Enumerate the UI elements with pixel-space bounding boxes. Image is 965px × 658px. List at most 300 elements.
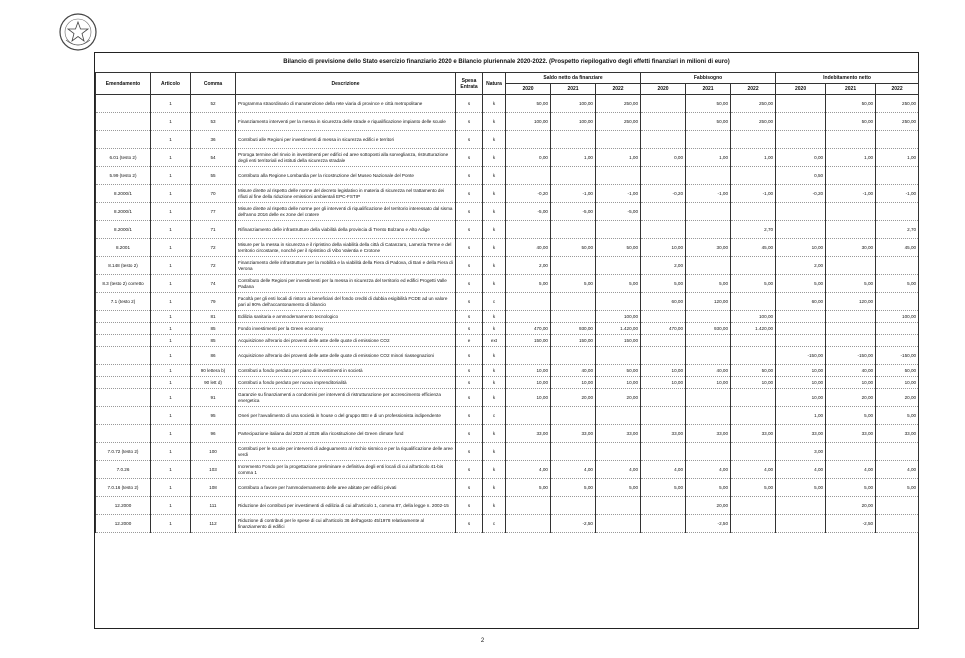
cell-value	[776, 203, 826, 221]
cell-value	[641, 347, 686, 365]
cell-natura: k	[483, 347, 506, 365]
cell-value	[641, 311, 686, 323]
cell-value: 3,00	[776, 443, 826, 461]
cell-descrizione: Riduzione dei contributi per investimenti di edilizia di cui all'articolo 1, comma 87, della legge n. 2002-15	[236, 497, 456, 515]
cell-value	[641, 167, 686, 185]
cell-descrizione: Contributi a fondo perduto per piano di investimenti in società	[236, 365, 456, 377]
cell-value: 5,00	[641, 275, 686, 293]
cell-value: 20,00	[826, 389, 876, 407]
cell-value: -1,00	[551, 185, 596, 203]
cell-value: 250,00	[876, 95, 919, 113]
cell-spesa-entrata: s	[456, 311, 483, 323]
table-row	[96, 131, 919, 149]
cell-value	[596, 167, 641, 185]
cell-value: 120,00	[826, 293, 876, 311]
cell-value: 5,00	[826, 275, 876, 293]
cell-value: 45,00	[876, 239, 919, 257]
cell-articolo: 1	[151, 185, 191, 203]
cell-articolo: 1	[151, 389, 191, 407]
cell-spesa-entrata: s	[456, 497, 483, 515]
cell-spesa-entrata: s	[456, 323, 483, 335]
header-spesa-entrata: Spesa Entrata	[456, 73, 483, 95]
cell-value: 1.420,00	[596, 323, 641, 335]
cell-value	[731, 293, 776, 311]
year-header: 2022	[596, 84, 641, 95]
table-row	[96, 275, 919, 293]
cell-articolo: 1	[151, 425, 191, 443]
cell-spesa-entrata: s	[456, 365, 483, 377]
cell-comma: 95	[191, 407, 236, 425]
cell-value: 100,00	[506, 113, 551, 131]
cell-value: 50,00	[686, 95, 731, 113]
cell-comma: 71	[191, 221, 236, 239]
cell-value: 60,00	[641, 293, 686, 311]
cell-spesa-entrata: s	[456, 221, 483, 239]
year-header: 2022	[731, 84, 776, 95]
cell-value: 50,00	[731, 365, 776, 377]
cell-value: 4,00	[776, 461, 826, 479]
cell-value: 20,00	[596, 389, 641, 407]
cell-spesa-entrata: s	[456, 275, 483, 293]
year-header: 2021	[826, 84, 876, 95]
cell-value: 250,00	[731, 95, 776, 113]
table-row	[96, 311, 919, 323]
cell-value	[506, 293, 551, 311]
cell-value: 5,00	[596, 275, 641, 293]
cell-emendamento: 8.2000/1	[96, 221, 151, 239]
cell-value: 50,00	[826, 113, 876, 131]
header-indebitamento: Indebitamento netto	[776, 73, 919, 84]
cell-spesa-entrata: s	[456, 389, 483, 407]
cell-descrizione: Riduzione di contributi per le spese di cui all'articolo 36 dell'agosto 45/1978 relativamente al finanziamento di edifici	[236, 515, 456, 533]
cell-value: 30,00	[686, 239, 731, 257]
cell-natura: k	[483, 167, 506, 185]
cell-value	[876, 323, 919, 335]
cell-comma: 85	[191, 323, 236, 335]
table-row	[96, 461, 919, 479]
cell-value: 0,00	[506, 149, 551, 167]
cell-value: 930,00	[551, 323, 596, 335]
cell-value: 40,00	[506, 239, 551, 257]
cell-natura: k	[483, 203, 506, 221]
cell-descrizione: Contributi a fondo perduto per nuova imprenditorialità	[236, 377, 456, 389]
cell-value: 150,00	[596, 335, 641, 347]
cell-value	[876, 515, 919, 533]
table-row	[96, 239, 919, 257]
cell-value: 5,00	[776, 479, 826, 497]
header-emendamento: Emendamento	[96, 73, 151, 95]
cell-value: 100,00	[551, 95, 596, 113]
cell-value: 1,00	[596, 149, 641, 167]
cell-spesa-entrata: s	[456, 347, 483, 365]
cell-value: 5,00	[506, 275, 551, 293]
cell-value	[596, 257, 641, 275]
cell-spesa-entrata: s	[456, 167, 483, 185]
cell-value: 10,00	[826, 377, 876, 389]
cell-value	[506, 407, 551, 425]
cell-spesa-entrata: s	[456, 377, 483, 389]
cell-natura: k	[483, 185, 506, 203]
cell-value	[876, 131, 919, 149]
cell-value: 4,00	[876, 461, 919, 479]
cell-natura: k	[483, 365, 506, 377]
cell-value	[776, 335, 826, 347]
cell-comma: 111	[191, 497, 236, 515]
document-title: Bilancio di previsione dello Stato esercizio finanziario 2020 e Bilancio pluriennale 2020-2022. (Prospetto riepilogativo degli effetti finanziari in milioni di euro)	[95, 53, 918, 73]
cell-value: 10,00	[876, 377, 919, 389]
cell-value: 5,00	[641, 479, 686, 497]
cell-value	[506, 497, 551, 515]
cell-comma: 36	[191, 131, 236, 149]
cell-descrizione: Finanziamento interventi per la messa in sicurezza delle strade e riqualificazione impianto delle scuole	[236, 113, 456, 131]
cell-value: 4,00	[506, 461, 551, 479]
cell-value: -0,20	[776, 185, 826, 203]
cell-spesa-entrata: s	[456, 443, 483, 461]
year-header: 2020	[776, 84, 826, 95]
cell-comma: 100	[191, 443, 236, 461]
cell-value: 150,00	[551, 335, 596, 347]
cell-value: 4,00	[826, 461, 876, 479]
cell-value	[876, 335, 919, 347]
table-row	[96, 257, 919, 275]
cell-value	[596, 293, 641, 311]
cell-articolo: 1	[151, 311, 191, 323]
cell-value	[506, 515, 551, 533]
cell-value: 50,00	[506, 95, 551, 113]
cell-emendamento: 7.0.26	[96, 461, 151, 479]
cell-value: 120,00	[686, 293, 731, 311]
cell-articolo: 1	[151, 443, 191, 461]
cell-value: 10,00	[641, 377, 686, 389]
cell-natura: k	[483, 323, 506, 335]
cell-emendamento: 8.3 (testo 2) corretto	[96, 275, 151, 293]
cell-value: 10,00	[506, 377, 551, 389]
cell-value: 250,00	[731, 113, 776, 131]
cell-comma: 79	[191, 293, 236, 311]
cell-spesa-entrata: s	[456, 131, 483, 149]
cell-descrizione: Oneri per l'avvalimento di una società in house o del gruppo BEI e di un professionista indipendente	[236, 407, 456, 425]
cell-descrizione: Misure dirette al rispetto delle norme per gli interventi di riqualificazione del territorio interessato dal sisma dell'anno 2016 delle ex zone del cratere	[236, 203, 456, 221]
header-articolo: Articolo	[151, 73, 191, 95]
cell-emendamento	[96, 407, 151, 425]
cell-value	[776, 221, 826, 239]
cell-value: 1.420,00	[731, 323, 776, 335]
cell-value: 60,00	[776, 293, 826, 311]
cell-value	[551, 167, 596, 185]
cell-spesa-entrata: s	[456, 515, 483, 533]
cell-articolo: 1	[151, 239, 191, 257]
cell-comma: 85	[191, 335, 236, 347]
cell-value: 4,00	[686, 461, 731, 479]
cell-descrizione: Misure per la messa in sicurezza e il ripristino della viabilità della città di Catanzaro, Lamezia Terme e del territorio circostante, nonché per il ripristino di Vibo Valentia e Crotone	[236, 239, 456, 257]
cell-descrizione: Contributo alla Regione Lombardia per la ricostruzione del Museo Nazionale del Ponte	[236, 167, 456, 185]
cell-value	[731, 167, 776, 185]
cell-value: 5,00	[686, 275, 731, 293]
report-frame	[94, 52, 919, 629]
cell-value: -0,20	[506, 185, 551, 203]
cell-natura: c	[483, 515, 506, 533]
year-header: 2020	[506, 84, 551, 95]
table-row	[96, 347, 919, 365]
cell-articolo: 1	[151, 323, 191, 335]
cell-emendamento: 7.1 (testo 2)	[96, 293, 151, 311]
cell-articolo: 1	[151, 365, 191, 377]
cell-natura: k	[483, 239, 506, 257]
cell-value	[876, 293, 919, 311]
cell-value: 10,00	[506, 365, 551, 377]
cell-value: 0,00	[776, 149, 826, 167]
cell-emendamento	[96, 113, 151, 131]
cell-value	[876, 167, 919, 185]
cell-emendamento: 6.01 (testo 2)	[96, 149, 151, 167]
cell-descrizione: Rifinanziamento delle infrastrutture della viabilità della provincia di Trento Bolzano e Alto Adige	[236, 221, 456, 239]
cell-value	[826, 131, 876, 149]
cell-value: 10,00	[776, 377, 826, 389]
cell-emendamento	[96, 131, 151, 149]
cell-value: 10,00	[686, 377, 731, 389]
cell-comma: 55	[191, 167, 236, 185]
cell-value	[776, 497, 826, 515]
cell-comma: 53	[191, 113, 236, 131]
cell-value	[826, 203, 876, 221]
cell-value: 33,00	[551, 425, 596, 443]
cell-value	[876, 257, 919, 275]
table-body	[96, 95, 919, 533]
cell-descrizione: Contributo a favore per l'ammodernamento delle aree abitate per edifici privati	[236, 479, 456, 497]
header-comma: Comma	[191, 73, 236, 95]
cell-descrizione: Garanzie su finanziamenti a condomini per interventi di ristrutturazione per accrescimento efficienza energetica	[236, 389, 456, 407]
cell-value	[731, 497, 776, 515]
table-row	[96, 221, 919, 239]
cell-value	[826, 257, 876, 275]
cell-value	[596, 131, 641, 149]
cell-value: 0,00	[641, 149, 686, 167]
cell-articolo: 1	[151, 95, 191, 113]
year-header: 2021	[686, 84, 731, 95]
table-row	[96, 443, 919, 461]
cell-value	[731, 389, 776, 407]
cell-natura: c	[483, 293, 506, 311]
cell-comma: 72	[191, 257, 236, 275]
table-row	[96, 203, 919, 221]
cell-value	[596, 497, 641, 515]
cell-value: -5,00	[596, 203, 641, 221]
cell-value	[826, 221, 876, 239]
cell-value	[641, 443, 686, 461]
cell-articolo: 1	[151, 167, 191, 185]
cell-value: 4,00	[596, 461, 641, 479]
cell-value	[776, 131, 826, 149]
cell-value: 2,00	[776, 257, 826, 275]
cell-value	[551, 131, 596, 149]
cell-value	[686, 335, 731, 347]
cell-natura: k	[483, 443, 506, 461]
cell-value	[641, 515, 686, 533]
cell-comma: 77	[191, 203, 236, 221]
cell-descrizione: Finanziamento delle infrastrutture per la mobilità e la viabilità della Fiera di Padova, di Bari e della Fiera di Verona	[236, 257, 456, 275]
cell-articolo: 1	[151, 347, 191, 365]
cell-natura: k	[483, 497, 506, 515]
table-row	[96, 515, 919, 533]
cell-emendamento: 5.99 (testo 2)	[96, 167, 151, 185]
cell-value	[551, 347, 596, 365]
cell-value: 33,00	[776, 425, 826, 443]
year-header: 2021	[551, 84, 596, 95]
cell-value: -2,50	[551, 515, 596, 533]
cell-spesa-entrata: s	[456, 425, 483, 443]
cell-comma: 52	[191, 95, 236, 113]
cell-spesa-entrata: s	[456, 407, 483, 425]
table-row	[96, 479, 919, 497]
cell-comma: 54	[191, 149, 236, 167]
cell-natura: k	[483, 275, 506, 293]
cell-descrizione: Partecipazione italiana dal 2020 al 2026 alla ricostituzione del Green climate fund	[236, 425, 456, 443]
cell-value	[686, 257, 731, 275]
cell-emendamento: 8.2001	[96, 239, 151, 257]
cell-natura: k	[483, 461, 506, 479]
cell-natura: k	[483, 257, 506, 275]
cell-value: 20,00	[826, 497, 876, 515]
cell-descrizione: Facoltà per gli enti locali di ristoro ai beneficiari del fondo crediti di dubbia esigibilità FCDE ad un valore pari al 90% dell'accantonamento di bilancio	[236, 293, 456, 311]
cell-value: 5,00	[686, 479, 731, 497]
cell-value: 5,00	[596, 479, 641, 497]
year-header: 2022	[876, 84, 919, 95]
cell-value: 33,00	[641, 425, 686, 443]
cell-value	[551, 497, 596, 515]
cell-value	[876, 203, 919, 221]
financial-effects-table	[95, 72, 919, 533]
cell-natura: k	[483, 221, 506, 239]
cell-value	[641, 203, 686, 221]
cell-value: 10,00	[776, 365, 826, 377]
cell-value: -2,50	[826, 515, 876, 533]
cell-value: 10,00	[776, 239, 826, 257]
cell-articolo: 1	[151, 407, 191, 425]
cell-value	[596, 221, 641, 239]
cell-value: -150,00	[776, 347, 826, 365]
cell-articolo: 1	[151, 131, 191, 149]
cell-value: 250,00	[596, 113, 641, 131]
cell-descrizione: Contributo delle Regioni per investimenti per la messa in sicurezza del territorio ed edifici Progetti Valle Padana	[236, 275, 456, 293]
table-row	[96, 167, 919, 185]
cell-value: 2,00	[506, 257, 551, 275]
cell-value	[686, 407, 731, 425]
cell-value: 33,00	[506, 425, 551, 443]
cell-natura: k	[483, 113, 506, 131]
cell-value: 40,00	[686, 365, 731, 377]
cell-value	[686, 131, 731, 149]
cell-value	[731, 335, 776, 347]
cell-descrizione: Contributi alle Regioni per investimenti di messa in sicurezza edifici e territori	[236, 131, 456, 149]
cell-value	[686, 311, 731, 323]
table-row	[96, 497, 919, 515]
cell-spesa-entrata: s	[456, 203, 483, 221]
cell-value: 10,00	[641, 365, 686, 377]
cell-spesa-entrata: s	[456, 239, 483, 257]
cell-value	[776, 311, 826, 323]
cell-value: 100,00	[731, 311, 776, 323]
cell-descrizione: Acquisizione all'erario dei proventi delle aste delle quote di emissione CO2	[236, 335, 456, 347]
cell-value: 20,00	[551, 389, 596, 407]
cell-natura: ext	[483, 335, 506, 347]
cell-value: 1,00	[826, 149, 876, 167]
cell-spesa-entrata: s	[456, 293, 483, 311]
cell-comma: 108	[191, 479, 236, 497]
cell-value	[506, 347, 551, 365]
cell-articolo: 1	[151, 275, 191, 293]
cell-articolo: 1	[151, 149, 191, 167]
cell-value: 1,00	[776, 407, 826, 425]
cell-value: 930,00	[686, 323, 731, 335]
cell-descrizione: Edilizia sanitaria e ammodernamento tecnologico	[236, 311, 456, 323]
cell-value: 5,00	[876, 407, 919, 425]
cell-comma: 72	[191, 239, 236, 257]
cell-articolo: 1	[151, 497, 191, 515]
cell-spesa-entrata: s	[456, 257, 483, 275]
cell-value: 10,00	[776, 389, 826, 407]
cell-value	[731, 407, 776, 425]
cell-articolo: 1	[151, 335, 191, 347]
cell-spesa-entrata: s	[456, 113, 483, 131]
cell-descrizione: Contributi per le scuole per interventi di adeguamento al rischio sismico e per la riqualificazione delle aree verdi	[236, 443, 456, 461]
cell-value	[596, 407, 641, 425]
cell-value: 4,00	[641, 461, 686, 479]
cell-value: 5,00	[506, 479, 551, 497]
cell-value: 45,00	[731, 239, 776, 257]
cell-value: 10,00	[641, 239, 686, 257]
cell-articolo: 1	[151, 221, 191, 239]
cell-articolo: 1	[151, 479, 191, 497]
cell-comma: 103	[191, 461, 236, 479]
table-row	[96, 113, 919, 131]
cell-value: 50,00	[551, 239, 596, 257]
cell-value: 10,00	[596, 377, 641, 389]
cell-comma: 81	[191, 311, 236, 323]
cell-value: 33,00	[731, 425, 776, 443]
cell-value	[596, 443, 641, 461]
cell-comma: 90 lett d)	[191, 377, 236, 389]
cell-value: 5,00	[731, 479, 776, 497]
cell-value: -1,00	[731, 185, 776, 203]
cell-articolo: 1	[151, 377, 191, 389]
cell-comma: 86	[191, 347, 236, 365]
cell-value	[641, 389, 686, 407]
cell-emendamento: 8.2000/1	[96, 203, 151, 221]
emblem-seal-icon	[58, 12, 98, 52]
cell-natura: c	[483, 407, 506, 425]
cell-value	[826, 335, 876, 347]
table-row	[96, 425, 919, 443]
cell-value	[596, 515, 641, 533]
cell-value: 1,00	[551, 149, 596, 167]
cell-emendamento	[96, 389, 151, 407]
cell-emendamento: 7.0.16 (testo 2)	[96, 479, 151, 497]
cell-value: 5,00	[551, 275, 596, 293]
cell-value	[641, 335, 686, 347]
cell-value	[826, 167, 876, 185]
cell-value: 2,00	[641, 257, 686, 275]
cell-value: 2,70	[876, 221, 919, 239]
cell-value	[551, 293, 596, 311]
cell-emendamento	[96, 95, 151, 113]
cell-emendamento: 12.2000	[96, 515, 151, 533]
cell-emendamento: 8.148 (testo 2)	[96, 257, 151, 275]
table-row	[96, 377, 919, 389]
table-row	[96, 95, 919, 113]
page-number: 2	[480, 638, 485, 644]
cell-value: -5,00	[551, 203, 596, 221]
cell-emendamento: 12.2000	[96, 497, 151, 515]
